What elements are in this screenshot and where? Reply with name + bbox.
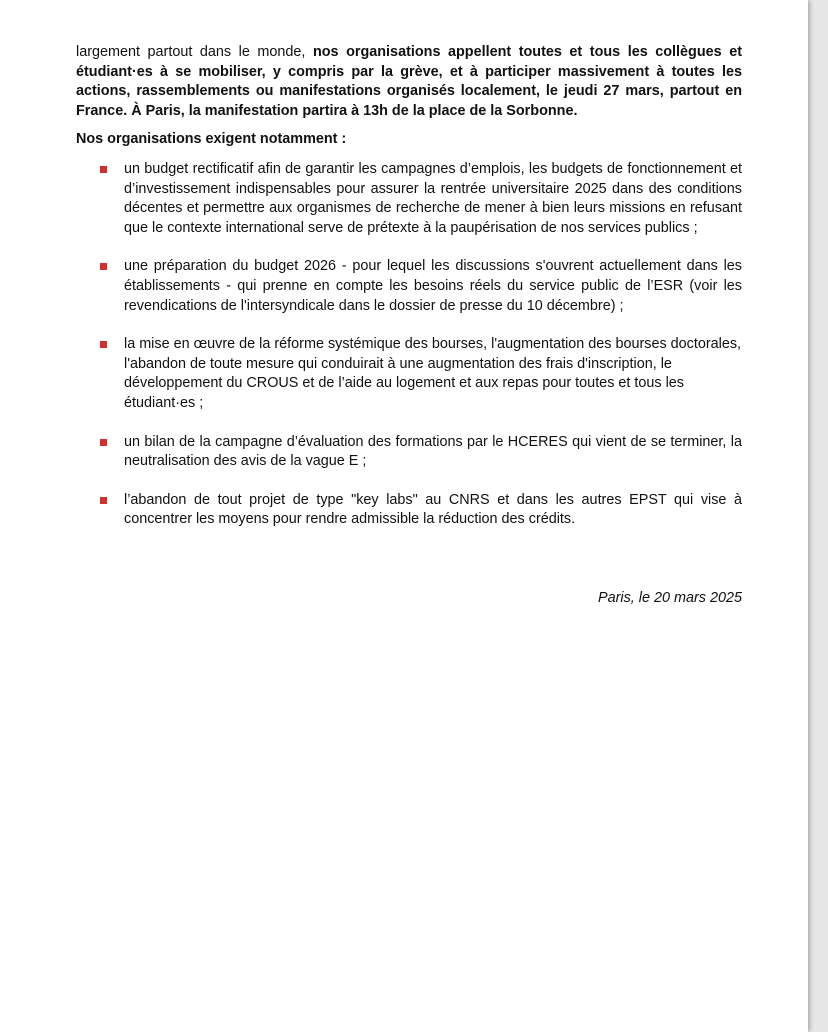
intro-bold-text: nos organisations appellent toutes et tous les collègues et étudiant·es à se mobiliser, y compris par la grève, et à participer massivement à toutes les actions, rassemblements ou manifestations organisés localement, le jeudi 27 mars, partout en France. À Paris, la manifestation partira à 13h de la place de la Sorbonne. [76,44,742,119]
square-bullet-icon [100,341,107,348]
intro-paragraph [76,43,742,121]
square-bullet-icon [100,263,107,270]
list-item-text: une préparation du budget 2026 - pour lequel les discussions s'ouvrent actuellement dans les établissements - qui prenne en compte les besoins réels du service public de l’ESR (voir les revendications de l'intersyndicale dans le dossier de presse du 10 décembre) ; [124,258,742,314]
square-bullet-icon [100,497,107,504]
square-bullet-icon [100,439,107,446]
demands-list [76,160,742,530]
list-item [76,491,742,530]
list-item [76,335,742,413]
list-item-text: un bilan de la campagne d’évaluation des formations par le HCERES qui vient de se terminer, la neutralisation des avis de la vague E ; [124,433,742,470]
list-item-text: un budget rectificatif afin de garantir les campagnes d’emplois, les budgets de fonctionnement et d’investissement indispensables pour assurer la rentrée universitaire 2025 dans des conditions décentes et permettre aux organismes de recherche de mener à bien leurs missions en refusant que le contexte international serve de prétexte à la paupérisation de nos services publics ; [124,160,742,236]
list-item-text: l’abandon de tout projet de type "key labs" au CNRS et dans les autres EPST qui vise à concentrer les moyens pour rendre admissible la réduction des crédits. [124,491,742,528]
intro-lead-text: largement partout dans le monde, [76,44,313,60]
signature-date: Paris, le 20 mars 2025 [598,589,742,606]
list-item [76,160,742,238]
list-item-text: la mise en œuvre de la réforme systémique des bourses, l'augmentation des bourses doctorales, l'abandon de toute mesure qui conduirait à une augmentation des frais d'inscription, le développement du CROUS et de l’aide au logement et aux repas pour toutes et tous les étudiant·es ; [124,336,742,411]
page-content [76,43,742,608]
square-bullet-icon [100,166,107,173]
list-item [76,433,742,472]
list-item [76,257,742,316]
demands-heading: Nos organisations exigent notamment : [76,131,347,148]
